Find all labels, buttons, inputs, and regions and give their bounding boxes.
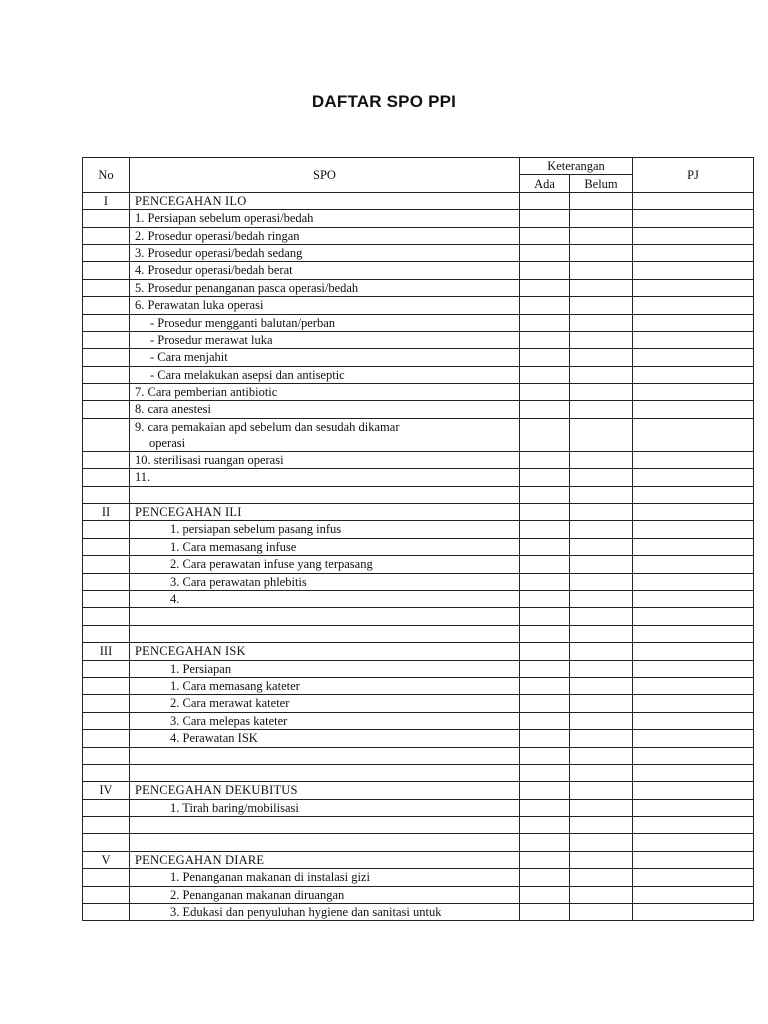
ada-cell <box>520 608 570 625</box>
row-no-cell <box>83 227 130 244</box>
pj-cell <box>633 556 754 573</box>
ada-cell <box>520 279 570 296</box>
pj-cell <box>633 625 754 642</box>
pj-cell <box>633 782 754 799</box>
row-no-cell <box>83 210 130 227</box>
row-no-cell <box>83 660 130 677</box>
header-belum: Belum <box>570 175 633 192</box>
pj-cell <box>633 227 754 244</box>
row-no-cell: V <box>83 851 130 868</box>
spo-item-cell: 4. Prosedur operasi/bedah berat <box>130 262 520 279</box>
row-no-cell <box>83 451 130 468</box>
pj-cell <box>633 712 754 729</box>
spo-item-cell: 1. Cara memasang infuse <box>130 538 520 555</box>
document-title: DAFTAR SPO PPI <box>311 92 457 111</box>
belum-cell <box>570 556 633 573</box>
header-no: No <box>83 158 130 193</box>
spo-item-cell: 6. Perawatan luka operasi <box>130 297 520 314</box>
ada-cell <box>520 244 570 261</box>
ada-cell <box>520 817 570 834</box>
ada-cell <box>520 799 570 816</box>
belum-cell <box>570 695 633 712</box>
table-row <box>83 886 754 903</box>
belum-cell <box>570 401 633 418</box>
ada-cell <box>520 573 570 590</box>
table-row <box>83 401 754 418</box>
pj-cell <box>633 384 754 401</box>
pj-cell <box>633 799 754 816</box>
belum-cell <box>570 469 633 486</box>
belum-cell <box>570 504 633 521</box>
pj-cell <box>633 210 754 227</box>
section-row <box>83 643 754 660</box>
ada-cell <box>520 660 570 677</box>
belum-cell <box>570 712 633 729</box>
row-no-cell <box>83 677 130 694</box>
section-row <box>83 192 754 209</box>
section-title-cell: PENCEGAHAN DEKUBITUS <box>130 782 520 799</box>
belum-cell <box>570 262 633 279</box>
belum-cell <box>570 538 633 555</box>
table-row <box>83 556 754 573</box>
pj-cell <box>633 851 754 868</box>
ada-cell <box>520 521 570 538</box>
belum-cell <box>570 834 633 851</box>
spo-table <box>82 157 754 921</box>
ada-cell <box>520 349 570 366</box>
pj-cell <box>633 747 754 764</box>
row-no-cell <box>83 730 130 747</box>
row-no-cell <box>83 297 130 314</box>
spo-item-cell <box>130 486 520 503</box>
pj-cell <box>633 314 754 331</box>
ada-cell <box>520 262 570 279</box>
spo-item-cell: - Cara melakukan asepsi dan antiseptic <box>130 366 520 383</box>
table-row <box>83 297 754 314</box>
ada-cell <box>520 782 570 799</box>
belum-cell <box>570 643 633 660</box>
ada-cell <box>520 764 570 781</box>
belum-cell <box>570 244 633 261</box>
header-pj: PJ <box>633 158 754 193</box>
spo-item-cell: 3. Cara perawatan phlebitis <box>130 573 520 590</box>
table-row <box>83 469 754 486</box>
pj-cell <box>633 451 754 468</box>
belum-cell <box>570 677 633 694</box>
belum-cell <box>570 279 633 296</box>
spo-item-cell: 8. cara anestesi <box>130 401 520 418</box>
row-no-cell <box>83 904 130 921</box>
row-no-cell: I <box>83 192 130 209</box>
spo-item-cell: 11. <box>130 469 520 486</box>
row-no-cell: II <box>83 504 130 521</box>
row-no-cell <box>83 886 130 903</box>
spo-item-cell <box>130 817 520 834</box>
row-no-cell: III <box>83 643 130 660</box>
ada-cell <box>520 677 570 694</box>
table-row <box>83 227 754 244</box>
spo-item-cell <box>130 418 520 451</box>
row-no-cell <box>83 590 130 607</box>
ada-cell <box>520 297 570 314</box>
table-row <box>83 384 754 401</box>
row-no-cell <box>83 625 130 642</box>
table-row <box>83 366 754 383</box>
section-title-cell: PENCEGAHAN ILI <box>130 504 520 521</box>
row-no-cell <box>83 279 130 296</box>
pj-cell <box>633 401 754 418</box>
belum-cell <box>570 227 633 244</box>
table-row <box>83 279 754 296</box>
header-spo: SPO <box>130 158 520 193</box>
section-row <box>83 504 754 521</box>
belum-cell <box>570 747 633 764</box>
ada-cell <box>520 625 570 642</box>
table-row <box>83 538 754 555</box>
belum-cell <box>570 297 633 314</box>
pj-cell <box>633 904 754 921</box>
ada-cell <box>520 384 570 401</box>
pj-cell <box>633 660 754 677</box>
row-no-cell <box>83 799 130 816</box>
ada-cell <box>520 886 570 903</box>
belum-cell <box>570 521 633 538</box>
pj-cell <box>633 262 754 279</box>
spo-item-cell: 1. Tirah baring/mobilisasi <box>130 799 520 816</box>
belum-cell <box>570 782 633 799</box>
row-no-cell <box>83 556 130 573</box>
belum-cell <box>570 625 633 642</box>
belum-cell <box>570 192 633 209</box>
row-no-cell <box>83 486 130 503</box>
spo-item-cell: 3. Cara melepas kateter <box>130 712 520 729</box>
spo-item-cell: 1. Persiapan sebelum operasi/bedah <box>130 210 520 227</box>
row-no-cell <box>83 401 130 418</box>
belum-cell <box>570 384 633 401</box>
row-no-cell <box>83 384 130 401</box>
belum-cell <box>570 366 633 383</box>
spo-item-cell: 1. Cara memasang kateter <box>130 677 520 694</box>
pj-cell <box>633 244 754 261</box>
row-no-cell <box>83 712 130 729</box>
table-row <box>83 418 754 451</box>
ada-cell <box>520 869 570 886</box>
spo-item-cell <box>130 764 520 781</box>
ada-cell <box>520 851 570 868</box>
pj-cell <box>633 817 754 834</box>
table-row <box>83 712 754 729</box>
table-row <box>83 730 754 747</box>
table-row <box>83 262 754 279</box>
row-no-cell <box>83 262 130 279</box>
row-no-cell <box>83 834 130 851</box>
row-no-cell <box>83 573 130 590</box>
pj-cell <box>633 643 754 660</box>
spo-item-cell: 7. Cara pemberian antibiotic <box>130 384 520 401</box>
pj-cell <box>633 504 754 521</box>
spo-item-cell: 3. Edukasi dan penyuluhan hygiene dan sanitasi untuk <box>130 904 520 921</box>
spo-item-cell: - Prosedur mengganti balutan/perban <box>130 314 520 331</box>
belum-cell <box>570 314 633 331</box>
section-title-cell: PENCEGAHAN ISK <box>130 643 520 660</box>
belum-cell <box>570 886 633 903</box>
ada-cell <box>520 486 570 503</box>
pj-cell <box>633 538 754 555</box>
pj-cell <box>633 590 754 607</box>
ada-cell <box>520 695 570 712</box>
pj-cell <box>633 349 754 366</box>
row-no-cell <box>83 521 130 538</box>
belum-cell <box>570 608 633 625</box>
row-no-cell <box>83 366 130 383</box>
table-row <box>83 764 754 781</box>
table-row <box>83 660 754 677</box>
ada-cell <box>520 418 570 451</box>
row-no-cell <box>83 349 130 366</box>
spo-item-cell <box>130 747 520 764</box>
ada-cell <box>520 556 570 573</box>
spo-item-cell <box>130 608 520 625</box>
pj-cell <box>633 834 754 851</box>
pj-cell <box>633 192 754 209</box>
pj-cell <box>633 366 754 383</box>
ada-cell <box>520 504 570 521</box>
ada-cell <box>520 747 570 764</box>
table-row <box>83 677 754 694</box>
table-row <box>83 331 754 348</box>
row-no-cell <box>83 331 130 348</box>
spo-item-cell: 10. sterilisasi ruangan operasi <box>130 451 520 468</box>
spo-item-cell: 2. Cara perawatan infuse yang terpasang <box>130 556 520 573</box>
table-row <box>83 747 754 764</box>
spo-table-body <box>83 158 754 921</box>
belum-cell <box>570 210 633 227</box>
belum-cell <box>570 660 633 677</box>
ada-cell <box>520 451 570 468</box>
row-no-cell <box>83 747 130 764</box>
pj-cell <box>633 418 754 451</box>
table-row <box>83 869 754 886</box>
pj-cell <box>633 869 754 886</box>
belum-cell <box>570 590 633 607</box>
row-no-cell <box>83 764 130 781</box>
section-title-cell: PENCEGAHAN DIARE <box>130 851 520 868</box>
spo-item-cell: - Cara menjahit <box>130 349 520 366</box>
spo-item-cell: 2. Cara merawat kateter <box>130 695 520 712</box>
ada-cell <box>520 314 570 331</box>
table-row <box>83 349 754 366</box>
spo-item-cell <box>130 625 520 642</box>
ada-cell <box>520 469 570 486</box>
pj-cell <box>633 297 754 314</box>
spo-item-text-continued: operasi <box>149 435 186 450</box>
header-ada: Ada <box>520 175 570 192</box>
row-no-cell: IV <box>83 782 130 799</box>
table-row <box>83 451 754 468</box>
table-row <box>83 486 754 503</box>
pj-cell <box>633 695 754 712</box>
table-row <box>83 799 754 816</box>
pj-cell <box>633 331 754 348</box>
ada-cell <box>520 730 570 747</box>
table-row <box>83 817 754 834</box>
pj-cell <box>633 486 754 503</box>
pj-cell <box>633 521 754 538</box>
ada-cell <box>520 331 570 348</box>
belum-cell <box>570 799 633 816</box>
spo-item-text: 9. cara pemakaian apd sebelum dan sesudah dikamar <box>135 419 400 434</box>
row-no-cell <box>83 695 130 712</box>
row-no-cell <box>83 469 130 486</box>
spo-item-cell: 5. Prosedur penanganan pasca operasi/bedah <box>130 279 520 296</box>
header-keterangan: Keterangan <box>520 158 633 175</box>
row-no-cell <box>83 817 130 834</box>
spo-item-cell: 2. Penanganan makanan diruangan <box>130 886 520 903</box>
spo-item-cell: - Prosedur merawat luka <box>130 331 520 348</box>
belum-cell <box>570 418 633 451</box>
table-row <box>83 590 754 607</box>
pj-cell <box>633 886 754 903</box>
ada-cell <box>520 904 570 921</box>
belum-cell <box>570 904 633 921</box>
ada-cell <box>520 401 570 418</box>
table-row <box>83 314 754 331</box>
ada-cell <box>520 227 570 244</box>
ada-cell <box>520 192 570 209</box>
pj-cell <box>633 608 754 625</box>
spo-item-cell: 3. Prosedur operasi/bedah sedang <box>130 244 520 261</box>
pj-cell <box>633 279 754 296</box>
spo-item-cell: 1. Penanganan makanan di instalasi gizi <box>130 869 520 886</box>
row-no-cell <box>83 538 130 555</box>
pj-cell <box>633 573 754 590</box>
spo-item-cell: 1. persiapan sebelum pasang infus <box>130 521 520 538</box>
row-no-cell <box>83 869 130 886</box>
table-row <box>83 695 754 712</box>
table-row <box>83 904 754 921</box>
ada-cell <box>520 538 570 555</box>
row-no-cell <box>83 314 130 331</box>
table-row <box>83 573 754 590</box>
ada-cell <box>520 712 570 729</box>
pj-cell <box>633 677 754 694</box>
ada-cell <box>520 590 570 607</box>
belum-cell <box>570 451 633 468</box>
belum-cell <box>570 851 633 868</box>
spo-item-cell: 1. Persiapan <box>130 660 520 677</box>
row-no-cell <box>83 608 130 625</box>
pj-cell <box>633 730 754 747</box>
pj-cell <box>633 764 754 781</box>
table-row <box>83 244 754 261</box>
row-no-cell <box>83 244 130 261</box>
belum-cell <box>570 331 633 348</box>
row-no-cell <box>83 418 130 451</box>
spo-item-cell: 2. Prosedur operasi/bedah ringan <box>130 227 520 244</box>
belum-cell <box>570 764 633 781</box>
section-row <box>83 851 754 868</box>
table-header-row-1 <box>83 158 754 175</box>
table-row <box>83 521 754 538</box>
belum-cell <box>570 730 633 747</box>
ada-cell <box>520 366 570 383</box>
spo-item-cell <box>130 834 520 851</box>
ada-cell <box>520 210 570 227</box>
belum-cell <box>570 349 633 366</box>
ada-cell <box>520 643 570 660</box>
section-row <box>83 782 754 799</box>
table-row <box>83 210 754 227</box>
spo-item-cell: 4. <box>130 590 520 607</box>
belum-cell <box>570 869 633 886</box>
table-row <box>83 608 754 625</box>
spo-item-cell: 4. Perawatan ISK <box>130 730 520 747</box>
pj-cell <box>633 469 754 486</box>
belum-cell <box>570 817 633 834</box>
table-row <box>83 625 754 642</box>
ada-cell <box>520 834 570 851</box>
belum-cell <box>570 486 633 503</box>
table-row <box>83 834 754 851</box>
section-title-cell: PENCEGAHAN ILO <box>130 192 520 209</box>
belum-cell <box>570 573 633 590</box>
